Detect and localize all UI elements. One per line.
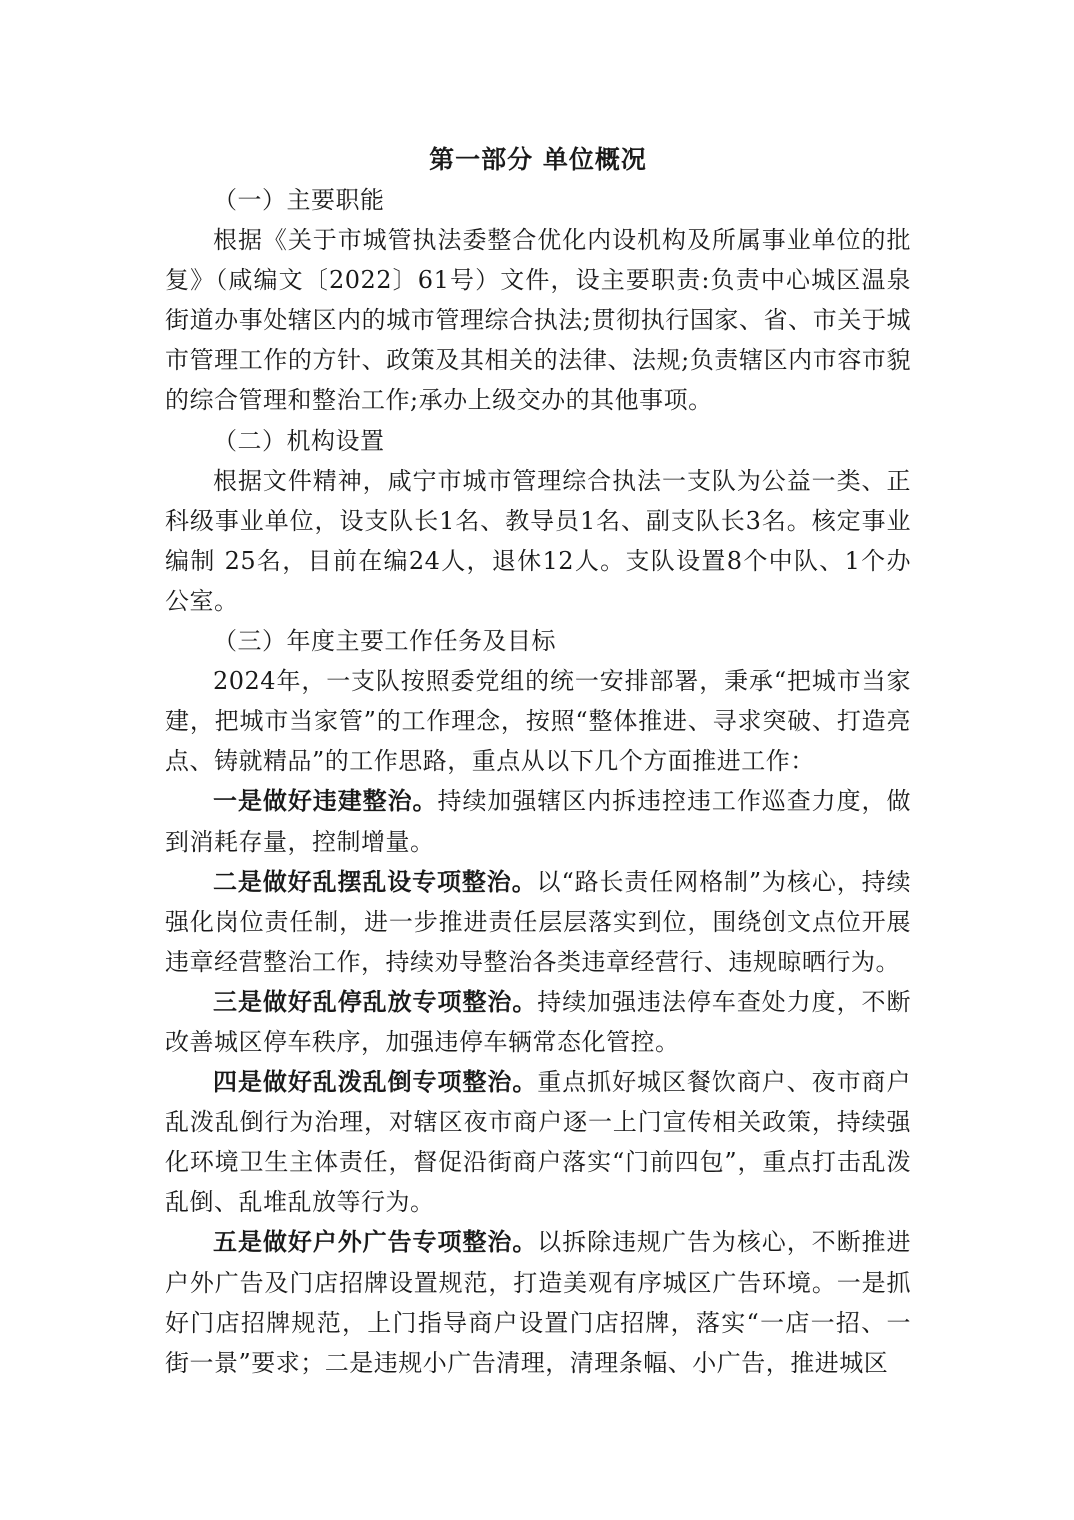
task-item — [165, 862, 911, 982]
task-item-lead: 三是做好乱停乱放专项整治。 — [213, 986, 538, 1016]
task-item — [165, 1062, 911, 1222]
section-body-organization: 根据文件精神，咸宁市城市管理综合执法一支队为公益一类、正科级事业单位，设支队长1名、教导员1名、副支队长3名。核定事业编制 25名，目前在编24人，退休12人。支队设置8个中队、1个办公室。 — [165, 466, 911, 615]
section-heading-tasks: （三）年度主要工作任务及目标 — [213, 627, 556, 656]
task-item-lead: 五是做好户外广告专项整治。 — [213, 1227, 538, 1257]
task-item-text: 以拆除违规广告为核心，不断推进户外广告及门店招牌设置规范，打造美观有序城区广告环境。一是抓好门店招牌规范，上门指导商户设置门店招牌，落实“一店一招、一街一景”要求；二是违规小广告清理，清理条幅、小广告，推进城区 — [165, 1228, 912, 1377]
section-intro-tasks: 2024年，一支队按照委党组的统一安排部署，秉承“把城市当家建，把城市当家管”的工作理念，按照“整体推进、寻求突破、打造亮点、铸就精品”的工作思路，重点从以下几个方面推进工作： — [165, 667, 911, 776]
task-item — [165, 1222, 911, 1382]
section-heading-organization: （二）机构设置 — [213, 426, 385, 455]
task-item — [165, 982, 911, 1062]
task-item-lead: 二是做好乱摆乱设专项整治。 — [213, 866, 537, 896]
section-heading-functions: （一）主要职能 — [213, 186, 385, 214]
page-title: 第一部分 单位概况 — [429, 145, 647, 174]
task-item-lead: 一是做好违建整治。 — [213, 786, 438, 816]
task-item-text: 重点抓好城区餐饮商户、夜市商户乱泼乱倒行为治理，对辖区夜市商户逐一上门宣传相关政策，持续强化环境卫生主体责任，督促沿街商户落实“门前四包”，重点打击乱泼乱倒、乱堆乱放等行为。 — [165, 1068, 912, 1217]
task-item-text: 持续加强违法停车查处力度，不断改善城区停车秩序，加强违停车辆常态化管控。 — [165, 987, 912, 1056]
task-item-lead: 四是做好乱泼乱倒专项整治。 — [213, 1067, 538, 1097]
task-item-text: 以“路长责任网格制”为核心，持续强化岗位责任制，进一步推进责任层层落实到位，围绕创文点位开展违章经营整治工作，持续劝导整治各类违章经营行、违规晾晒行为。 — [165, 867, 911, 976]
task-item — [165, 781, 911, 861]
section-body-functions: 根据《关于市城管执法委整合优化内设机构及所属事业单位的批复》（咸编文〔2022〕61号）文件，设主要职责:负责中心城区温泉街道办事处辖区内的城市管理综合执法;贯彻执行国家、省、市关于城市管理工作的方针、政策及其相关的法律、法规;负责辖区内市容市貌的综合管理和整治工作;承办上级交办的其他事项。 — [165, 226, 911, 415]
document-page — [165, 140, 911, 1383]
task-item-text: 持续加强辖区内拆违控违工作巡查力度，做到消耗存量，控制增量。 — [165, 787, 911, 856]
